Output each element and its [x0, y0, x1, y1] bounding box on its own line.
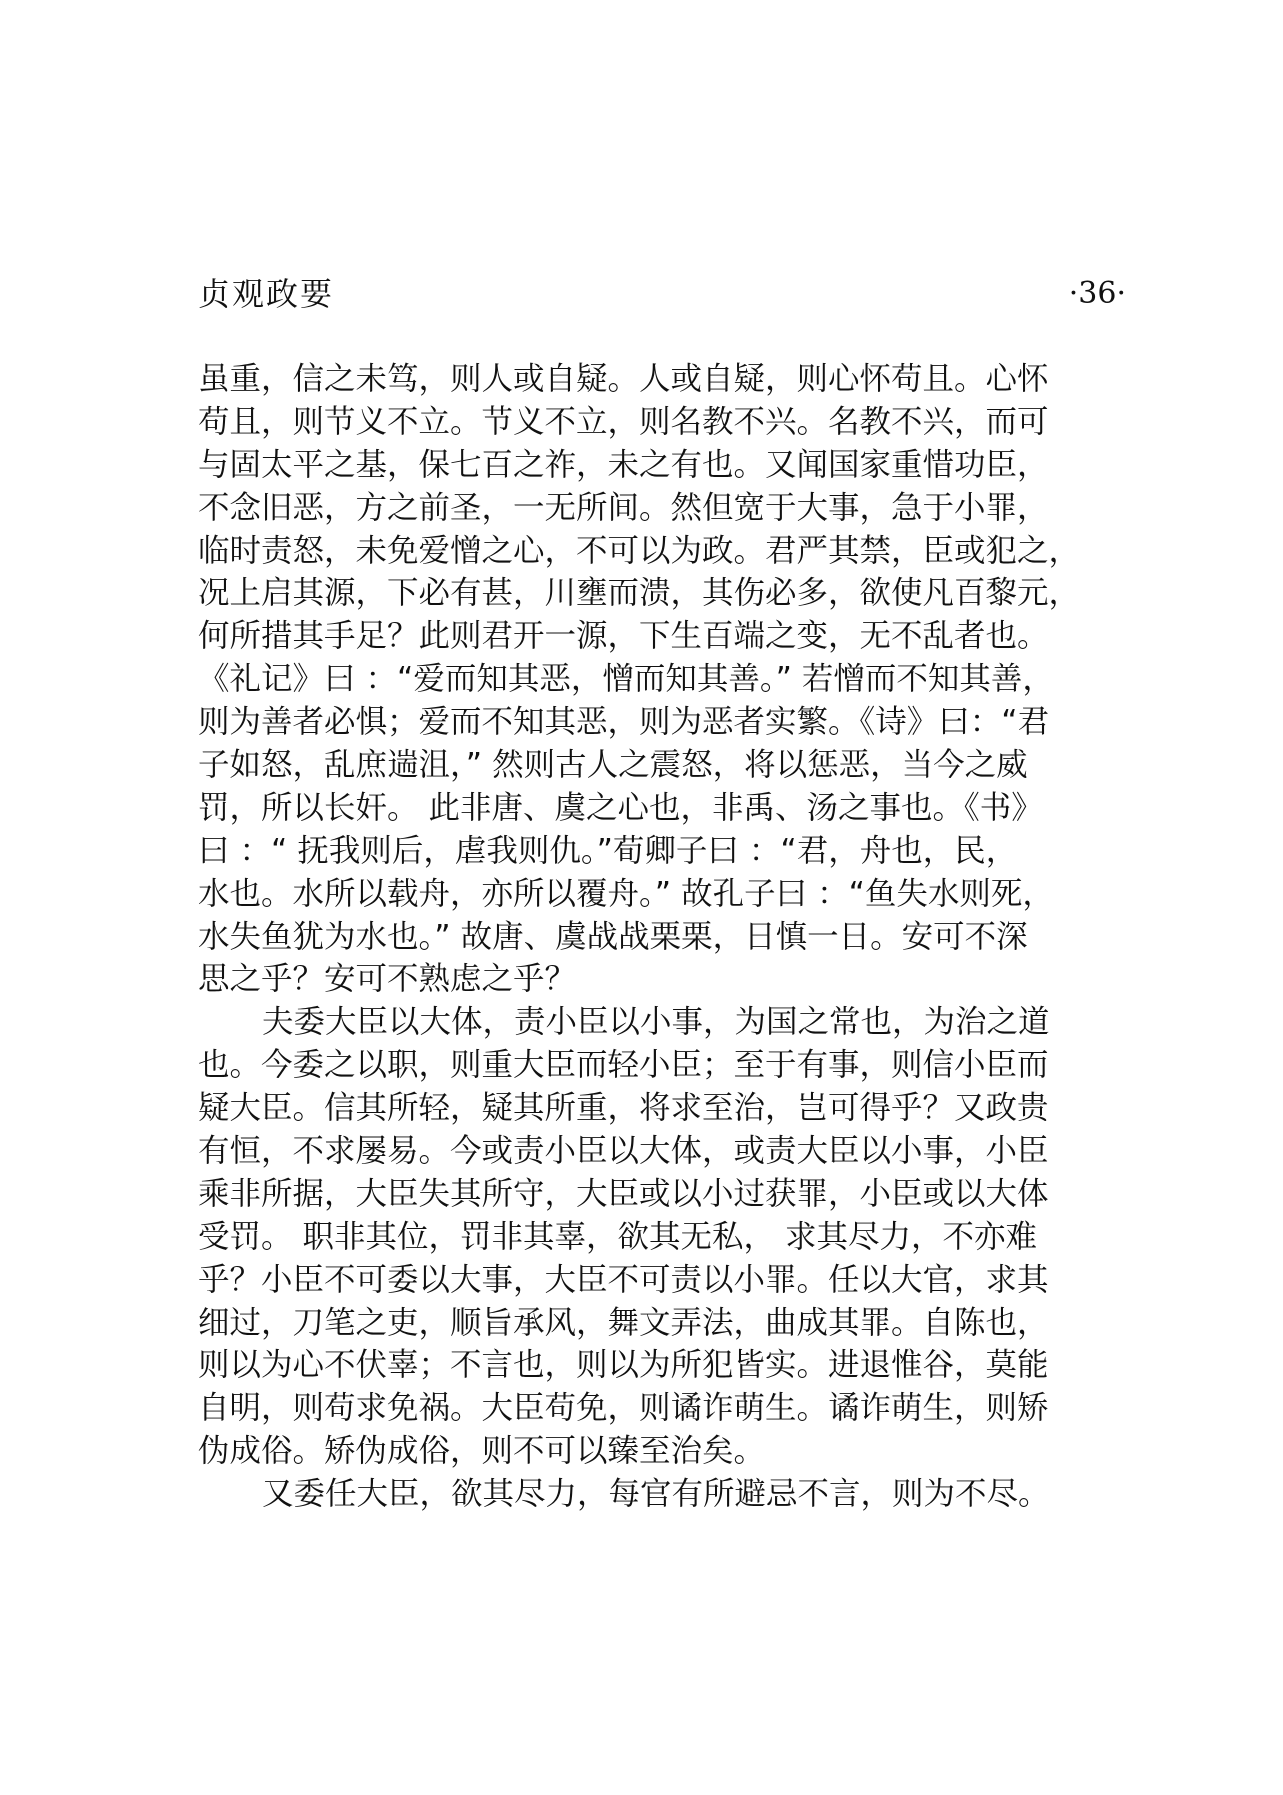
book-title: 贞观政要 — [198, 275, 335, 313]
text-body — [198, 358, 1126, 1516]
text-line: 何所措其手足？此则君开一源，下生百端之变，无不乱者也。 — [198, 618, 1049, 655]
text-line: 疑大臣。信其所轻，疑其所重，将求至治，岂可得乎？又政贵 — [198, 1090, 1049, 1127]
text-line: 水失鱼犹为水也。” 故唐、虞战战栗栗，日慎一日。安可不深 — [198, 918, 1028, 955]
text-line: 受罚。 职非其位，罚非其辜，欲其无私， 求其尽力，不亦难 — [198, 1218, 1038, 1255]
text-line: 乎？小臣不可委以大事，大臣不可责以小罪。任以大官，求其 — [198, 1261, 1049, 1298]
text-line: 乘非所据，大臣失其所守，大臣或以小过获罪，小臣或以大体 — [198, 1175, 1049, 1212]
text-line: 曰 ：“ 抚我则后，虐我则仇。”荀卿子曰 ：“君，舟也，民， — [198, 832, 1018, 869]
text-line: 思之乎？安可不熟虑之乎？ — [198, 961, 577, 998]
text-line: 则以为心不伏辜；不言也，则以为所犯皆实。进退惟谷，莫能 — [198, 1347, 1049, 1384]
page-number: ·36· — [1068, 276, 1126, 311]
text-line: 罚，所以长奸。 此非唐、虞之心也，非禹、汤之事也。《书》 — [198, 789, 1043, 826]
text-line: 与固太平之基，保七百之祚，未之有也。又闻国家重惜功臣， — [198, 446, 1049, 483]
text-line: 水也。水所以载舟，亦所以覆舟。” 故孔子曰 ：“鱼失水则死， — [198, 875, 1054, 912]
text-line: 临时责怒，未免爱憎之心，不可以为政。君严其禁，臣或犯之， — [198, 532, 1081, 569]
text-line: 自明，则苟求免祸。大臣苟免，则谲诈萌生。谲诈萌生，则矫 — [198, 1390, 1049, 1427]
paragraph-start-line: 又委任大臣，欲其尽力，每官有所避忌不言，则为不尽。 — [262, 1476, 1050, 1513]
text-line: 伪成俗。矫伪成俗，则不可以臻至治矣。 — [198, 1433, 766, 1470]
text-line: 苟且，则节义不立。节义不立，则名教不兴。名教不兴，而可 — [198, 403, 1049, 440]
text-line: 细过，刀笔之吏，顺旨承风，舞文弄法，曲成其罪。自陈也， — [198, 1304, 1049, 1341]
text-line: 况上启其源，下必有甚，川壅而溃，其伤必多，欲使凡百黎元， — [198, 575, 1081, 612]
running-head — [198, 272, 1126, 320]
text-line: 子如怒，乱庶遄沮，” 然则古人之震怒，将以惩恶，当今之威 — [198, 747, 1028, 784]
text-line: 则为善者必惧；爱而不知其恶，则为恶者实繁。《诗》曰：“君 — [198, 704, 1050, 741]
text-line: 不念旧恶，方之前圣，一无所间。然但宽于大事，急于小罪， — [198, 489, 1049, 526]
text-line: 有恒，不求屡易。今或责小臣以大体，或责大臣以小事，小臣 — [198, 1133, 1049, 1170]
paragraph-start-line: 夫委大臣以大体，责小臣以小事，为国之常也，为治之道 — [262, 1004, 1050, 1041]
text-line: 《礼记》曰 ：“爱而知其恶，憎而知其善。” 若憎而不知其善， — [198, 661, 1054, 698]
text-line: 虽重，信之未笃，则人或自疑。人或自疑，则心怀苟且。心怀 — [198, 361, 1049, 397]
text-line: 也。今委之以职，则重大臣而轻小臣；至于有事，则信小臣而 — [198, 1047, 1049, 1084]
